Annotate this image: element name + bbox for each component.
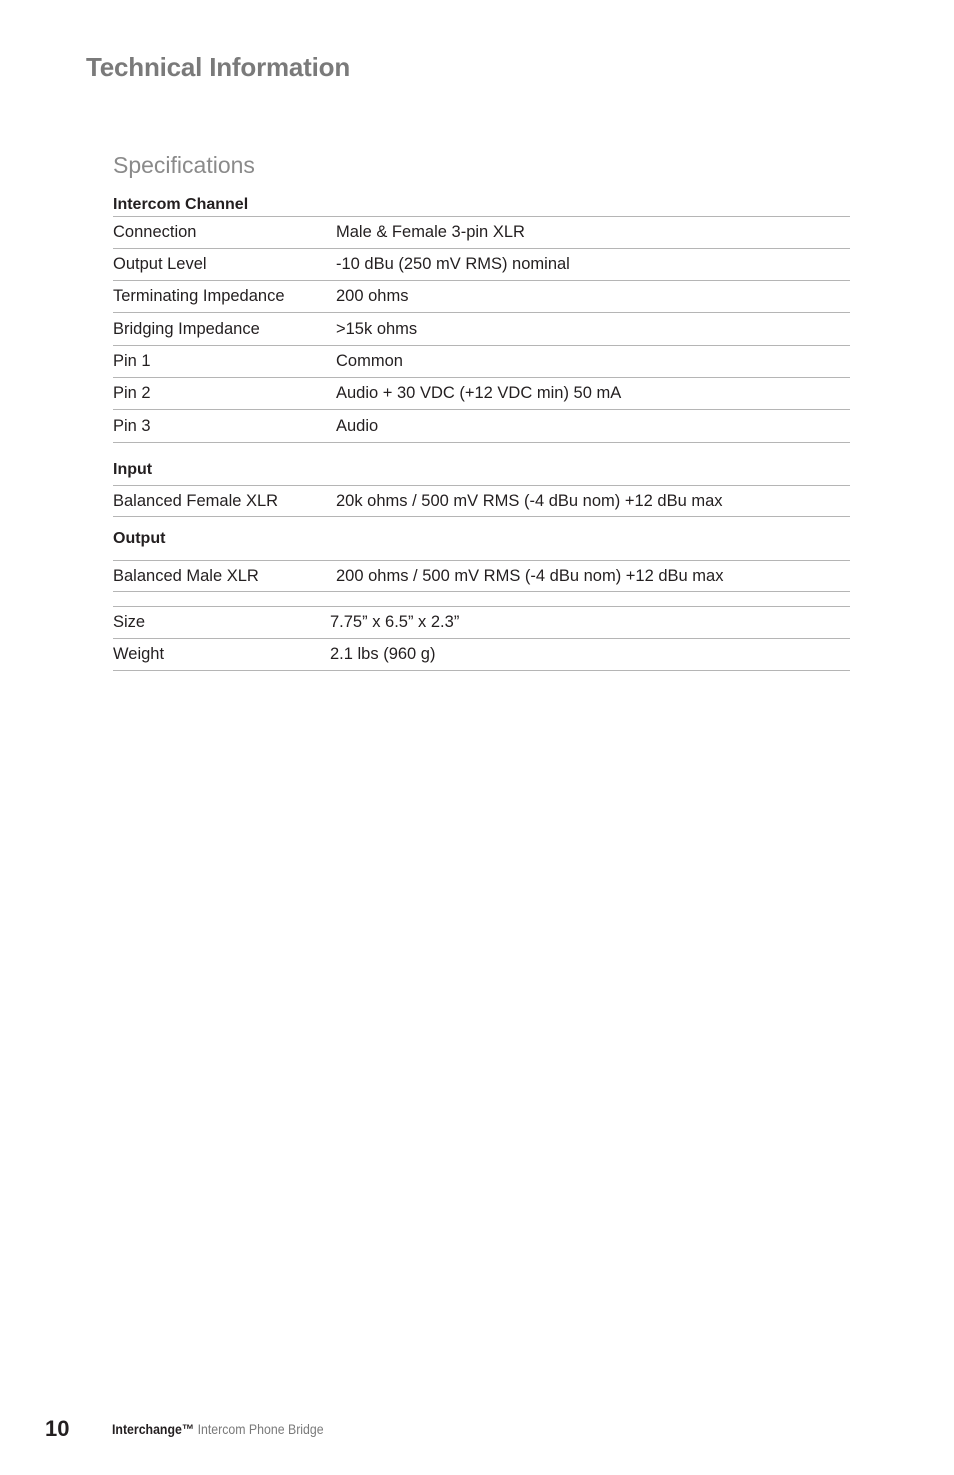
spec-row-balanced-female-xlr [113, 486, 850, 517]
spec-label: Balanced Male XLR [113, 566, 259, 585]
spec-value: -10 dBu (250 mV RMS) nominal [336, 255, 570, 273]
specifications-table [113, 194, 850, 671]
spec-label: Weight [113, 645, 165, 663]
page-number: 10 [45, 1416, 70, 1441]
spec-label: Bridging Impedance [113, 319, 260, 338]
group-heading-intercom-channel: Intercom Channel [113, 194, 850, 217]
spec-row-terminating-impedance [113, 281, 850, 313]
spec-label: Terminating Impedance [113, 287, 285, 305]
page-title: Technical Information [86, 52, 351, 82]
footer-subtitle: Intercom Phone Bridge [197, 1421, 324, 1437]
section-title: Specifications [113, 152, 255, 178]
group-heading-output: Output [113, 517, 850, 561]
footer-product-name [112, 1421, 324, 1437]
spec-label: Balanced Female XLR [113, 491, 279, 510]
spec-row-pin-1 [113, 346, 850, 378]
group-heading-input: Input [113, 443, 850, 486]
spec-row-output-level [113, 249, 850, 281]
spec-label: Size [113, 613, 146, 631]
spec-row-balanced-male-xlr [113, 561, 850, 592]
spec-value: Audio [336, 416, 379, 435]
spec-value: >15k ohms [336, 319, 418, 338]
spec-label: Pin 2 [113, 384, 151, 402]
spec-label: Pin 3 [113, 416, 151, 435]
spec-row-weight [113, 639, 850, 671]
spec-value: 200 ohms [336, 287, 409, 305]
spec-row-pin-3 [113, 410, 850, 443]
spec-value: 7.75” x 6.5” x 2.3” [330, 613, 460, 631]
spec-row-size [113, 607, 850, 639]
spec-label: Connection [113, 223, 197, 241]
section-divider [113, 592, 850, 607]
spec-label: Pin 1 [113, 352, 151, 370]
footer-product: Interchange™ [112, 1421, 195, 1437]
spec-row-bridging-impedance [113, 313, 850, 346]
spec-value: 2.1 lbs (960 g) [330, 645, 436, 663]
spec-value: Common [336, 352, 403, 370]
spec-label: Output Level [113, 255, 207, 273]
spec-value: 200 ohms / 500 mV RMS (-4 dBu nom) +12 dBu max [336, 566, 724, 585]
spec-value: Audio + 30 VDC (+12 VDC min) 50 mA [336, 384, 622, 402]
spec-value: 20k ohms / 500 mV RMS (-4 dBu nom) +12 dBu max [336, 491, 723, 510]
spec-value: Male & Female 3-pin XLR [336, 223, 525, 241]
spec-row-connection [113, 217, 850, 249]
spec-row-pin-2 [113, 378, 850, 410]
